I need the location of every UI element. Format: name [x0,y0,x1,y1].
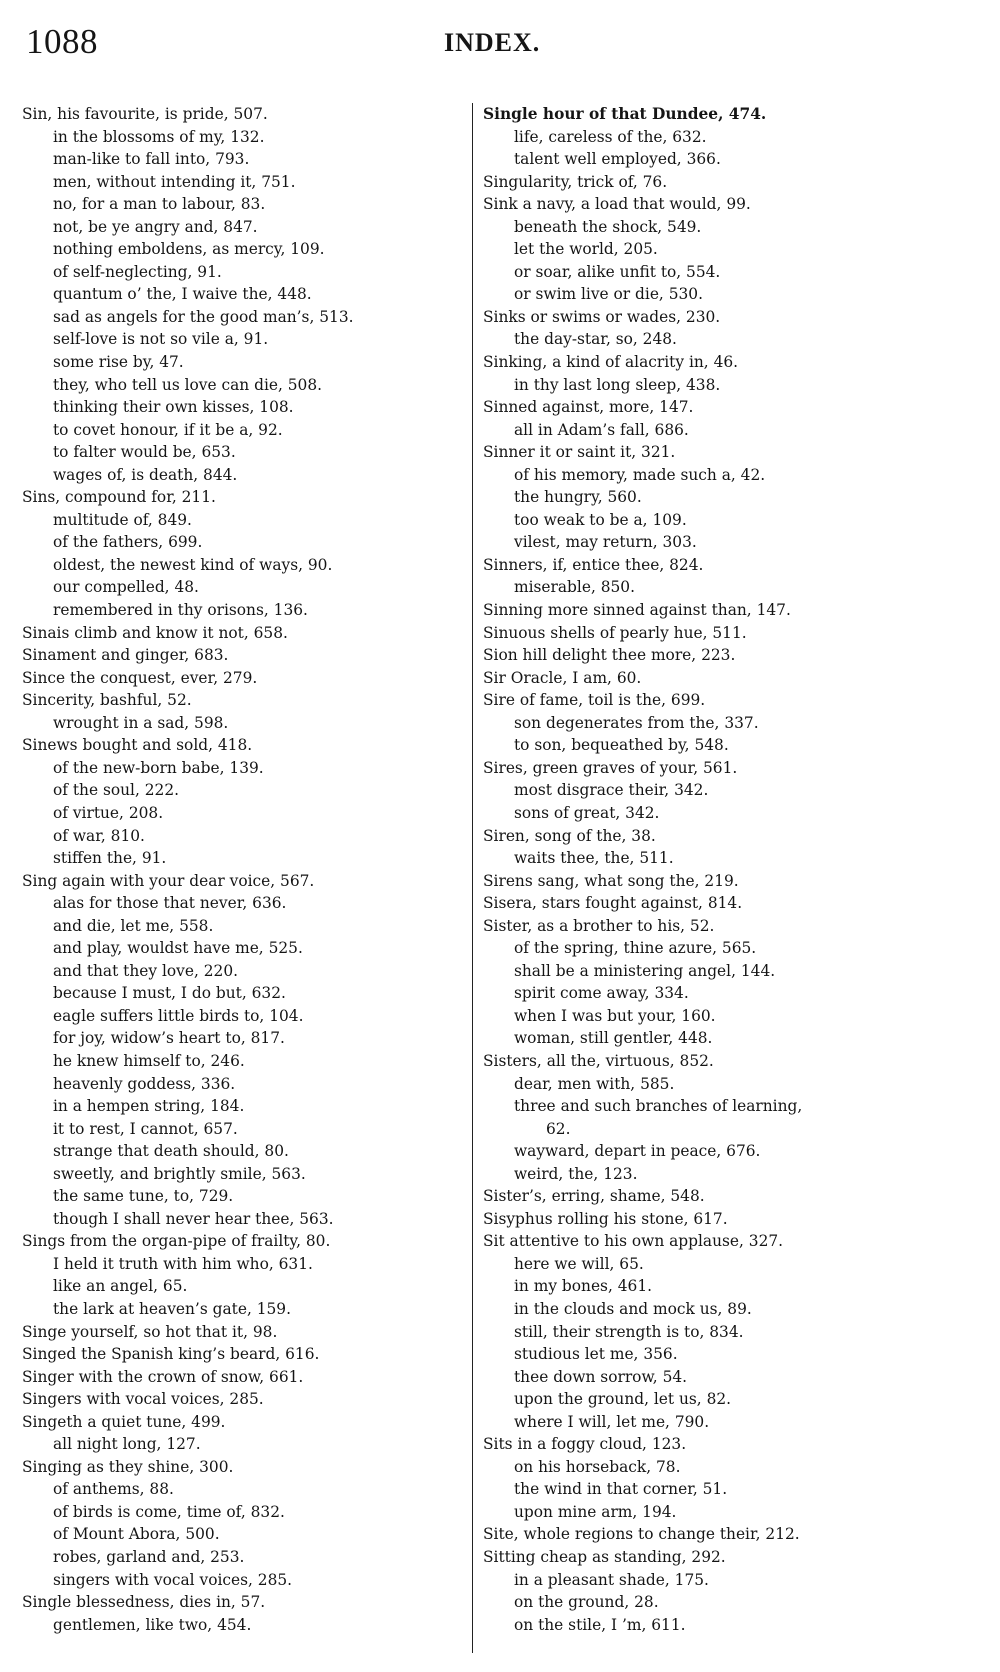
index-entry: Sinament and ginger, 683. [22,646,229,665]
index-subentry: in a pleasant shade, 175. [514,1570,709,1589]
index-entry: Sinning more sinned against than, 147. [483,601,791,620]
index-subentry: and die, let me, 558. [53,916,214,935]
index-subentry: eagle suffers little birds to, 104. [53,1006,304,1025]
index-subentry: let the world, 205. [514,240,658,259]
index-subentry: the wind in that corner, 51. [514,1480,728,1499]
index-subentry: sweetly, and brightly smile, 563. [53,1164,306,1183]
index-subentry: on the ground, 28. [514,1593,659,1612]
index-subentry: sons of great, 342. [514,803,660,822]
column-divider [472,103,473,1653]
index-subentry: vilest, may return, 303. [514,533,697,552]
index-subentry: in the blossoms of my, 132. [53,127,265,146]
index-subentry: multitude of, 849. [53,510,192,529]
index-subentry: of anthems, 88. [53,1480,174,1499]
index-subentry: because I must, I do but, 632. [53,984,286,1003]
index-subentry: to covet honour, if it be a, 92. [53,420,283,439]
index-subentry: when I was but your, 160. [514,1006,716,1025]
index-entry: Sin, his favourite, is pride, 507. [22,105,268,123]
index-entry: Sion hill delight thee more, 223. [483,646,736,665]
index-entry: Sinners, if, entice thee, 824. [483,555,704,574]
index-entry: Singed the Spanish king’s beard, 616. [22,1345,320,1364]
index-subentry: to falter would be, 653. [53,443,236,462]
index-subentry: woman, still gentler, 448. [514,1029,713,1048]
index-entry: Sing again with your dear voice, 567. [22,871,315,890]
index-subentry: man-like to fall into, 793. [53,150,250,169]
index-subentry: on the stile, I ’m, 611. [514,1615,686,1634]
index-subentry: the day-star, so, 248. [514,330,677,349]
index-subentry: most disgrace their, 342. [514,781,709,800]
index-subentry: weird, the, 123. [514,1164,638,1183]
index-subentry: or soar, alike unfit to, 554. [514,262,721,281]
index-subentry: spirit come away, 334. [514,984,689,1003]
page-number: 1088 [26,22,98,61]
index-entry: Siren, song of the, 38. [483,826,656,845]
index-entry: Sit attentive to his own applause, 327. [483,1232,784,1251]
index-entry: Sinks or swims or wades, 230. [483,307,721,326]
index-subentry: sad as angels for the good man’s, 513. [53,307,354,326]
index-subentry: where I will, let me, 790. [514,1412,710,1431]
index-entry: Sincerity, bashful, 52. [22,691,192,710]
index-entry: Singing as they shine, 300. [22,1457,234,1476]
index-subentry: oldest, the newest kind of ways, 90. [53,555,333,574]
index-entry: Site, whole regions to change their, 212. [483,1525,800,1544]
index-subentry: some rise by, 47. [53,353,184,372]
index-entry: Single blessedness, dies in, 57. [22,1593,266,1612]
index-subentry: he knew himself to, 246. [53,1051,245,1070]
index-subentry: of his memory, made such a, 42. [514,465,766,484]
index-subentry: wayward, depart in peace, 676. [514,1142,761,1161]
index-subentry: robes, garland and, 253. [53,1548,245,1566]
index-subentry: though I shall never hear thee, 563. [53,1209,334,1228]
index-subentry: of the new-born babe, 139. [53,758,264,777]
index-subentry: here we will, 65. [514,1254,644,1273]
index-subentry: or swim live or die, 530. [514,285,703,304]
index-subentry: wages of, is death, 844. [53,465,238,484]
index-entry: Sinner it or saint it, 321. [483,443,676,462]
index-subentry: the lark at heaven’s gate, 159. [53,1299,291,1318]
index-entry-continuation: 62. [546,1119,571,1138]
index-subentry: and that they love, 220. [53,961,239,980]
index-subentry: upon the ground, let us, 82. [514,1390,732,1409]
index-subentry: in thy last long sleep, 438. [514,375,721,394]
index-subentry: to son, bequeathed by, 548. [514,736,729,755]
index-subentry: and play, wouldst have me, 525. [53,939,303,958]
index-entry: Singer with the crown of snow, 661. [22,1367,304,1386]
index-entry: Singeth a quiet tune, 499. [22,1412,226,1431]
index-subentry: thee down sorrow, 54. [514,1367,688,1386]
index-subentry: in the clouds and mock us, 89. [514,1299,752,1318]
index-entry: Sits in a foggy cloud, 123. [483,1435,687,1454]
index-subentry: waits thee, the, 511. [514,849,674,868]
index-entry: Sir Oracle, I am, 60. [483,668,642,687]
index-entry: Sinking, a kind of alacrity in, 46. [483,353,739,372]
index-subentry: not, be ye angry and, 847. [53,217,258,236]
index-subentry: still, their strength is to, 834. [514,1322,744,1341]
index-subentry: they, who tell us love can die, 508. [53,375,323,394]
index-subentry: the same tune, to, 729. [53,1187,234,1206]
index-subentry: alas for those that never, 636. [53,894,287,913]
index-subentry: no, for a man to labour, 83. [53,195,266,214]
index-subentry: gentlemen, like two, 454. [53,1615,252,1634]
index-subentry: of self-neglecting, 91. [53,262,222,281]
index-entry: Sire of fame, toil is the, 699. [483,691,706,710]
index-entry: Sisera, stars fought against, 814. [483,894,743,913]
index-entry: Sisters, all the, virtuous, 852. [483,1051,714,1070]
index-entry: Sitting cheap as standing, 292. [483,1548,726,1566]
index-entry: Sirens sang, what song the, 219. [483,871,739,890]
index-subentry: miserable, 850. [514,578,635,597]
index-subentry: singers with vocal voices, 285. [53,1570,293,1589]
index-entry: Sinuous shells of pearly hue, 511. [483,623,747,642]
index-subentry: of the soul, 222. [53,781,180,800]
index-entry: Sinais climb and know it not, 658. [22,623,288,642]
index-entry: Singe yourself, so hot that it, 98. [22,1322,278,1341]
index-subentry: of the spring, thine azure, 565. [514,939,757,958]
index-entry: Singers with vocal voices, 285. [22,1390,264,1409]
page-header [26,22,974,62]
index-subentry: quantum o’ the, I waive the, 448. [53,285,312,304]
index-subentry: the hungry, 560. [514,488,642,507]
index-subentry: on his horseback, 78. [514,1457,681,1476]
index-entry: Sister, as a brother to his, 52. [483,916,715,935]
index-subentry: shall be a ministering angel, 144. [514,961,776,980]
left-index-column [22,103,472,1636]
index-subentry: it to rest, I cannot, 657. [53,1119,238,1138]
index-entry: Sings from the organ-pipe of frailty, 80. [22,1232,331,1251]
index-entry: Sisyphus rolling his stone, 617. [483,1209,728,1228]
index-subentry: of war, 810. [53,826,145,845]
index-subentry: in a hempen string, 184. [53,1097,245,1116]
index-entry: Single hour of that Dundee, 474. [483,105,767,123]
index-subentry: I held it truth with him who, 631. [53,1254,313,1273]
index-entry: Singularity, trick of, 76. [483,172,668,191]
index-subentry: strange that death should, 80. [53,1142,289,1161]
index-entry: Since the conquest, ever, 279. [22,668,258,687]
index-subentry: all night long, 127. [53,1435,201,1454]
index-subentry: heavenly goddess, 336. [53,1074,236,1093]
index-subentry: upon mine arm, 194. [514,1502,677,1521]
index-subentry: stiffen the, 91. [53,849,167,868]
index-subentry: men, without intending it, 751. [53,172,296,191]
right-index-column [483,103,980,1636]
index-entry: Sister’s, erring, shame, 548. [483,1187,705,1206]
index-subentry: of the fathers, 699. [53,533,203,552]
index-entry: Sink a navy, a load that would, 99. [483,195,751,214]
index-subentry: in my bones, 461. [514,1277,652,1296]
index-subentry: our compelled, 48. [53,578,199,597]
index-subentry: beneath the shock, 549. [514,217,702,236]
index-subentry: like an angel, 65. [53,1277,188,1296]
index-subentry: talent well employed, 366. [514,150,721,169]
index-entry: Sins, compound for, 211. [22,488,216,507]
index-subentry: dear, men with, 585. [514,1074,675,1093]
index-subentry: for joy, widow’s heart to, 817. [53,1029,285,1048]
index-subentry: son degenerates from the, 337. [514,713,759,732]
index-subentry: nothing emboldens, as mercy, 109. [53,240,325,259]
running-title: INDEX. [444,28,541,57]
index-entry: Sinews bought and sold, 418. [22,736,253,755]
index-subentry: of birds is come, time of, 832. [53,1502,285,1521]
index-subentry: remembered in thy orisons, 136. [53,601,308,620]
index-entry: Sires, green graves of your, 561. [483,758,738,777]
index-subentry: of virtue, 208. [53,803,164,822]
index-subentry: self-love is not so vile a, 91. [53,330,269,349]
index-subentry: of Mount Abora, 500. [53,1525,220,1544]
index-subentry: too weak to be a, 109. [514,510,687,529]
index-subentry: studious let me, 356. [514,1345,678,1364]
index-subentry: life, careless of the, 632. [514,127,707,146]
index-subentry: thinking their own kisses, 108. [53,398,294,417]
index-subentry: wrought in a sad, 598. [53,713,229,732]
index-subentry: all in Adam’s fall, 686. [514,420,689,439]
index-subentry: three and such branches of learning, [514,1097,803,1116]
index-entry: Sinned against, more, 147. [483,398,694,417]
